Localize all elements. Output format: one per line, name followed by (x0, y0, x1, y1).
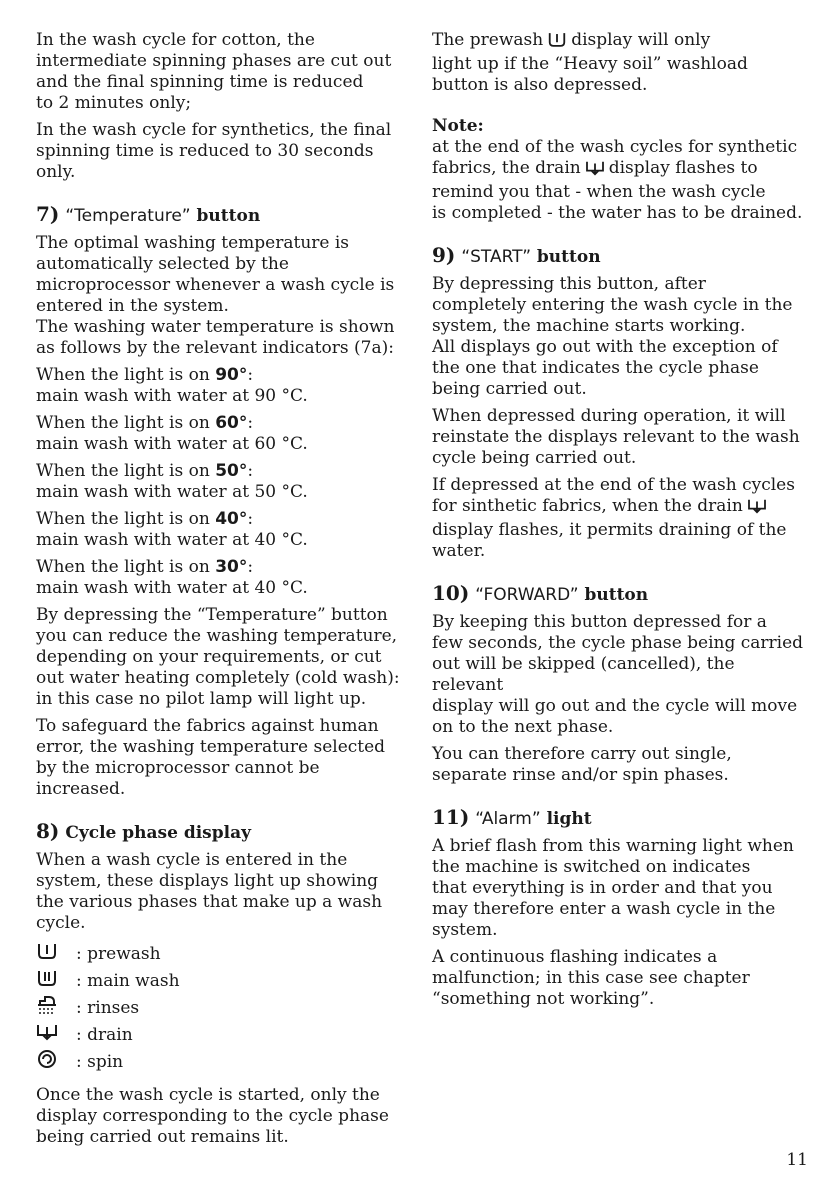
synthetics-paragraph: In the wash cycle for synthetics, the final spinning time is reduced to 30 seconds only. (36, 120, 392, 182)
temp-item: When the light is on 50°: main wash with water at 50 °C. (36, 461, 308, 502)
drain-icon (585, 160, 605, 182)
temperature-safeguard-paragraph: To safeguard the fabrics against human error, the washing temperature selected by the microprocessor cannot be increased. (36, 716, 386, 799)
cycle-phase-closing: Once the wash cycle is started, only the display corresponding to the cycle phase being carried out remains lit. (36, 1085, 389, 1147)
prewash-paragraph: The prewash display will only light up if the “Heavy soil” washload button is also depressed. (432, 30, 748, 95)
drain-icon (747, 498, 767, 520)
section-7-number: 7) (36, 202, 60, 226)
temp-item: When the light is on 60°: main wash with water at 60 °C. (36, 413, 308, 454)
prewash-icon (547, 31, 567, 54)
temperature-reduce-paragraph: By depressing the “Temperature” button you can reduce the washing temperature, depending on your requirements, or cut out water heating completely (cold wash): in this case no pilot lamp will light up. (36, 605, 400, 709)
section-9-quoted: “START” (461, 247, 531, 267)
section-11-word: light (546, 809, 592, 829)
temperature-intro: The optimal washing temperature is automatically selected by the microprocessor whenever a wash cycle is entered in the system. The washing water temperature is shown as follows by the relevant indicators (7a): (36, 233, 395, 358)
forward-paragraph-1: By keeping this button depressed for a few seconds, the cycle phase being carried out will be skipped (cancelled), the relevant display will go out and the cycle will move on to the next phase. (432, 612, 804, 737)
section-10-quoted: “FORWARD” (475, 585, 579, 605)
note-title: Note: (432, 116, 484, 136)
alarm-paragraph-2: A continuous flashing indicates a malfunction; in this case see chapter “something not working”. (432, 947, 750, 1009)
section-7-word: button (196, 206, 261, 226)
section-7-quoted: “Temperature” (65, 206, 191, 226)
prewash-icon (36, 942, 76, 965)
temp-item: When the light is on 30°: main wash with water at 40 °C. (36, 557, 308, 598)
section-11-quoted: “Alarm” (475, 809, 541, 829)
section-8-heading (36, 820, 412, 844)
section-9-heading (432, 244, 810, 268)
cotton-paragraph: In the wash cycle for cotton, the intermediate spinning phases are cut out and the final spinning time is reduced to 2 minutes only; (36, 30, 392, 113)
main-wash-icon (36, 969, 76, 992)
temp-item: When the light is on 90°: main wash with water at 90 °C. (36, 365, 308, 406)
start-paragraph-2: When depressed during operation, it will reinstate the displays relevant to the wash cycle being carried out. (432, 406, 800, 468)
forward-paragraph-2: You can therefore carry out single, separate rinse and/or spin phases. (432, 744, 732, 785)
cycle-phase-intro: When a wash cycle is entered in the system, these displays light up showing the various phases that make up a wash cycle. (36, 850, 383, 933)
drain-icon (36, 1023, 76, 1046)
spin-icon (36, 1049, 76, 1074)
section-10-heading (432, 582, 810, 606)
rinses-icon (36, 995, 76, 1020)
legend-row: : prewash (36, 940, 412, 967)
legend-row: : rinses (36, 994, 412, 1021)
section-7-heading (36, 203, 412, 227)
phase-legend (36, 940, 412, 1075)
section-11-heading (432, 806, 810, 830)
legend-row: : drain (36, 1021, 412, 1048)
section-10-number: 10) (432, 581, 470, 605)
start-paragraph-3: If depressed at the end of the wash cycles for sinthetic fabrics, when the drain display flashes, it permits draining of the water. (432, 475, 795, 561)
legend-row: : spin (36, 1048, 412, 1075)
start-paragraph-1: By depressing this button, after completely entering the wash cycle in the system, the machine starts working. All displays go out with the exception of the one that indicates the cycle phase being carried out. (432, 274, 793, 399)
temp-item: When the light is on 40°: main wash with water at 40 °C. (36, 509, 308, 550)
section-11-number: 11) (432, 805, 470, 829)
note-paragraph: at the end of the wash cycles for synthetic fabrics, the drain display flashes to remind you that - when the wash cycle is completed - the water has to be drained. (432, 137, 803, 223)
section-8-title: Cycle phase display (65, 823, 251, 843)
legend-row: : main wash (36, 967, 412, 994)
left-column (36, 30, 412, 1154)
section-8-number: 8) (36, 819, 60, 843)
alarm-paragraph-1: A brief flash from this warning light when the machine is switched on indicates that everything is in order and that you may therefore enter a wash cycle in the system. (432, 836, 794, 940)
section-9-word: button (536, 247, 601, 267)
page-number: 11 (786, 1150, 808, 1170)
section-10-word: button (584, 585, 649, 605)
right-column (432, 30, 810, 1016)
section-9-number: 9) (432, 243, 456, 267)
